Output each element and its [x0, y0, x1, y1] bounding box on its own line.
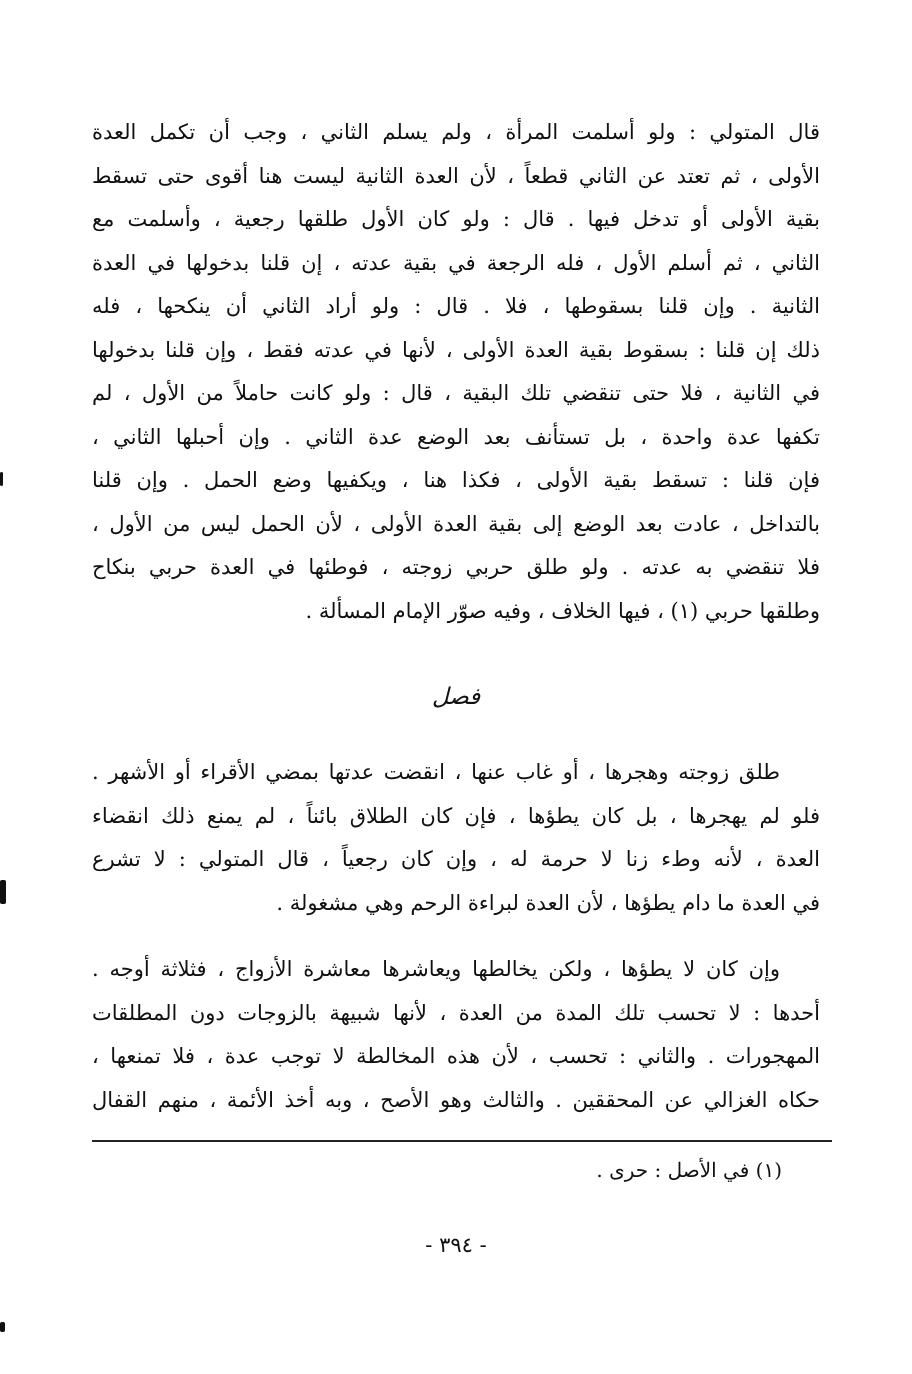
text-line: ذلك إن قلنا : بسقوط بقية العدة الأولى ، لأنها في عدته فقط ، وإن قلنا بدخولها — [92, 337, 820, 362]
footnote-divider — [92, 1140, 832, 1142]
text-line: أحدها : لا تحسب تلك المدة من العدة ، لأنها شبيهة بالزوجات دون المطلقات — [92, 1000, 820, 1025]
text-line: الأولى ، ثم تعتد عن الثاني قطعاً ، لأن العدة الثانية ليست هنا أقوى حتى تسقط — [92, 163, 820, 188]
text-line: العدة ، لأنه وطء زنا لا حرمة له ، وإن كان رجعياً ، قال المتولي : لا تشرع — [92, 847, 820, 871]
scan-mark — [0, 1322, 5, 1332]
text-line: الثانية . وإن قلنا بسقوطها ، فلا . قال : ولو أراد الثاني أن ينكحها ، فله — [92, 294, 820, 318]
footnote: (١) في الأصل : حرى . — [596, 1158, 782, 1182]
text-line: وإن كان لا يطؤها ، ولكن يخالطها ويعاشرها معاشرة الأزواج ، فثلاثة أوجه . — [92, 957, 780, 981]
paragraph-3 — [92, 948, 820, 1122]
text-line: حكاه الغزالي عن المحققين . والثالث وهو الأصح ، وبه أخذ الأئمة ، منهم القفال — [92, 1087, 820, 1112]
text-line: فلا تنقضي به عدته . ولو طلق حربي زوجته ، فوطئها في العدة حربي بنكاح — [92, 555, 820, 579]
text-line: طلق زوجته وهجرها ، أو غاب عنها ، انقضت عدتها بمضي الأقراء أو الأشهر . — [92, 760, 780, 784]
text-line: تكفها عدة واحدة ، بل تستأنف بعد الوضع عدة الثاني . وإن أحبلها الثاني ، — [92, 424, 820, 449]
paragraph-1 — [92, 111, 820, 633]
text-line: في الثانية ، فلا حتى تنقضي تلك البقية ، قال : ولو كانت حاملاً من الأول ، لم — [92, 381, 820, 405]
text-line: المهجورات . والثاني : تحسب ، لأن هذه المخالطة لا توجب عدة ، فلا تمنعها ، — [92, 1044, 820, 1068]
section-heading: فصل — [431, 684, 481, 710]
paragraph-2 — [92, 751, 820, 925]
text-line: الثاني ، ثم أسلم الأول ، فله الرجعة في بقية عدته ، إن قلنا بدخولها في العدة — [92, 250, 820, 275]
scan-mark — [0, 880, 6, 904]
text-line: فإن قلنا : تسقط بقية الأولى ، فكذا هنا ، ويكفيها وضع الحمل . وإن قلنا — [92, 468, 820, 492]
text-line: بالتداخل ، عادت بعد الوضع إلى بقية العدة الأولى ، لأن الحمل ليس من الأول ، — [92, 511, 820, 536]
text-line: بقية الأولى أو تدخل فيها . قال : ولو كان الأول طلقها رجعية ، وأسلمت مع — [92, 207, 820, 231]
text-line: قال المتولي : ولو أسلمت المرأة ، ولم يسلم الثاني ، وجب أن تكمل العدة — [92, 120, 820, 144]
scan-mark — [0, 472, 3, 486]
page-number: - ٣٩٤ - — [425, 1233, 487, 1257]
text-line: في العدة ما دام يطؤها ، لأن العدة لبراءة الرحم وهي مشغولة . — [276, 890, 820, 915]
text-line: فلو لم يهجرها ، بل كان يطؤها ، فإن كان الطلاق بائناً ، لم يمنع ذلك انقضاء — [92, 803, 820, 828]
text-line: وطلقها حربي (١) ، فيها الخلاف ، وفيه صوّر الإمام المسألة . — [305, 598, 820, 623]
